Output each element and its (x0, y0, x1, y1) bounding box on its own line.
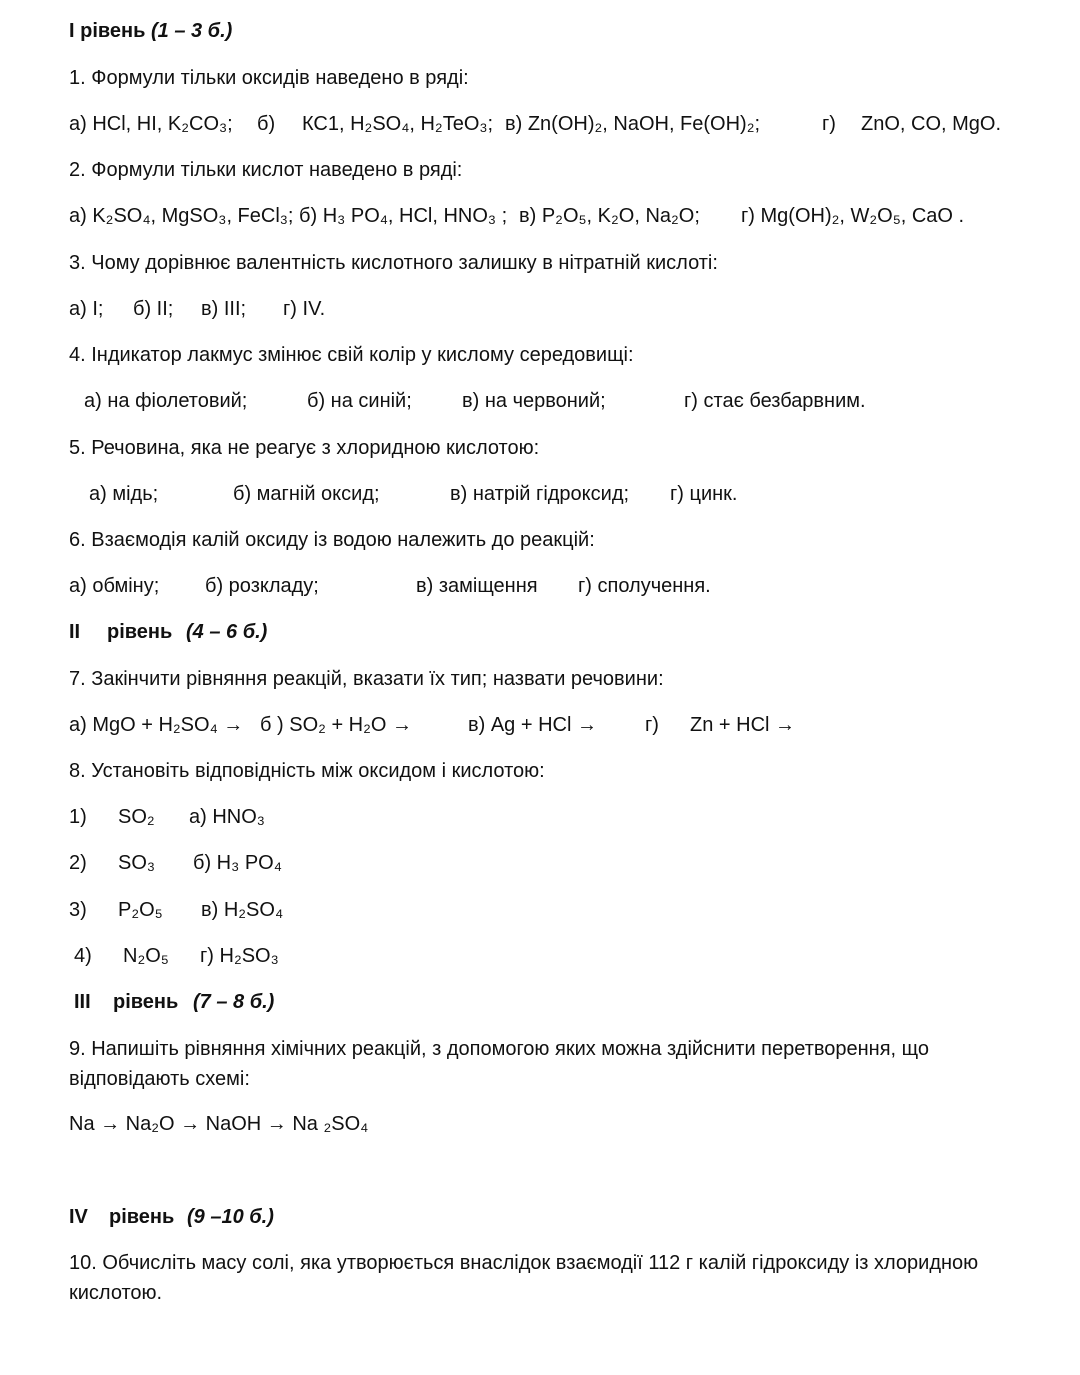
q6-option-b: б) розкладу; (205, 575, 319, 597)
q5-option-d: г) цинк. (670, 483, 738, 505)
level-4-points: (9 –10 б.) (187, 1206, 274, 1228)
q4-option-b: б) на синій; (307, 390, 412, 412)
q3-options (69, 296, 469, 322)
q8-row-acid: а) HNO₃ (189, 806, 265, 828)
q8-row-1 (69, 804, 469, 830)
q4-option-a: а) на фіолетовий; (84, 390, 248, 412)
q3-text: 3. Чому дорівнює валентність кислотного залишку в нітратній кислоті: (69, 252, 718, 274)
q6-text: 6. Взаємодія калій оксиду із водою належить до реакцій: (69, 529, 595, 551)
q2-option-c: в) P₂O₅, K₂O, Na₂O; (519, 205, 700, 227)
level-1-points: (1 – 3 б.) (150, 20, 233, 42)
q2-option-ab: а) K₂SO₄, MgSO₃, FeCl₃; б) H₃ PO₄, HCl, HNO₃ ; (69, 205, 508, 227)
level-1-heading (69, 18, 232, 44)
q8-row-num: 4) (74, 945, 92, 967)
q8-row-4 (74, 943, 474, 969)
q4-text: 4. Індикатор лакмус змінює свій колір у кислому середовищі: (69, 344, 634, 366)
level-4-title: ІV (69, 1206, 88, 1228)
level-3-title: ІІІ (74, 991, 91, 1013)
level-2-word: рівень (107, 621, 173, 643)
q7-option-d: г) (645, 714, 659, 736)
q1-option-d-text: ZnO, CO, MgO. (861, 113, 1002, 135)
level-3-word: рівень (113, 991, 179, 1013)
q6-option-c: в) заміщення (416, 575, 538, 597)
q1-option-d: г) (822, 113, 836, 135)
q8-row-num: 3) (69, 899, 87, 921)
q8-row-oxide: P₂O₅ (118, 899, 163, 921)
q1-option-b-text: КС1, H₂SO₄, H₂TeO₃; (302, 113, 494, 135)
q3-option-a: а) І; (69, 298, 104, 320)
q6-options (69, 573, 969, 599)
q3-option-d: г) ІV. (283, 298, 326, 320)
q8-row-oxide: SO₃ (118, 852, 156, 874)
q5-option-b: б) магній оксид; (233, 483, 380, 505)
level-2-heading (69, 619, 469, 645)
q7-option-b: б ) SO₂ + H₂O → (260, 714, 413, 736)
q4-option-c: в) на червоний; (462, 390, 606, 412)
q9-scheme: Na → Na₂O → NaOH → Na ₂SO₄ (69, 1113, 369, 1135)
q8-row-num: 1) (69, 806, 87, 828)
level-1-title: І рівень (69, 20, 146, 42)
q7-options (69, 712, 969, 738)
q3-option-b: б) ІІ; (133, 298, 174, 320)
q7-text: 7. Закінчити рівняння реакцій, вказати їх тип; назвати речовини: (69, 668, 664, 690)
q8-text: 8. Установіть відповідність між оксидом і кислотою: (69, 760, 545, 782)
q1-options (69, 111, 1029, 137)
q6-option-a: а) обміну; (69, 575, 160, 597)
q1-option-b: б) (257, 113, 276, 135)
q8-row-num: 2) (69, 852, 87, 874)
q5-options (89, 481, 989, 507)
q7-option-a: а) MgO + H₂SO₄ → (69, 714, 244, 736)
q10-text: 10. Обчисліть масу солі, яка утворюється внаслідок взаємодії 112 г калій гідроксиду із хлоридною кислотою. (69, 1252, 979, 1304)
level-4-heading (69, 1204, 469, 1230)
q1-option-c: в) Zn(OH)₂, NaOH, Fe(OH)₂; (505, 113, 761, 135)
level-2-title: ІІ (69, 621, 81, 643)
q5-text: 5. Речовина, яка не реагує з хлоридною кислотою: (69, 437, 540, 459)
q8-row-acid: б) H₃ PO₄ (193, 852, 282, 874)
q2-options (69, 203, 1029, 229)
level-3-points: (7 – 8 б.) (193, 991, 275, 1013)
level-2-points: (4 – 6 б.) (186, 621, 268, 643)
q3-option-c: в) ІІІ; (201, 298, 247, 320)
q8-row-acid: в) H₂SO₄ (201, 899, 284, 921)
q8-row-oxide: SO₂ (118, 806, 155, 828)
q1-option-a: а) HCl, HI, K₂CO₃; (69, 113, 233, 135)
q5-option-c: в) натрій гідроксид; (450, 483, 630, 505)
level-4-word: рівень (109, 1206, 175, 1228)
q8-row-acid: г) H₂SO₃ (200, 945, 279, 967)
q8-row-2 (69, 850, 469, 876)
q1-text: 1. Формули тільки оксидів наведено в ряді: (69, 67, 469, 89)
q4-option-d: г) стає безбарвним. (684, 390, 866, 412)
q2-text: 2. Формули тільки кислот наведено в ряді: (69, 159, 463, 181)
q2-option-d: г) Mg(OH)₂, W₂O₅, CaO . (741, 205, 965, 227)
q4-options (84, 388, 984, 414)
q7-option-c: в) Ag + HCl → (468, 714, 597, 736)
q8-row-oxide: N₂O₅ (123, 945, 169, 967)
q8-row-3 (69, 897, 469, 923)
q7-option-d-text: Zn + HCl → (690, 714, 796, 736)
q9-text: 9. Напишіть рівняння хімічних реакцій, з допомогою яких можна здійснити перетворення, що відповідають схемі: (69, 1038, 930, 1090)
level-3-heading (74, 989, 474, 1015)
q6-option-d: г) сполучення. (578, 575, 711, 597)
q5-option-a: а) мідь; (89, 483, 159, 505)
